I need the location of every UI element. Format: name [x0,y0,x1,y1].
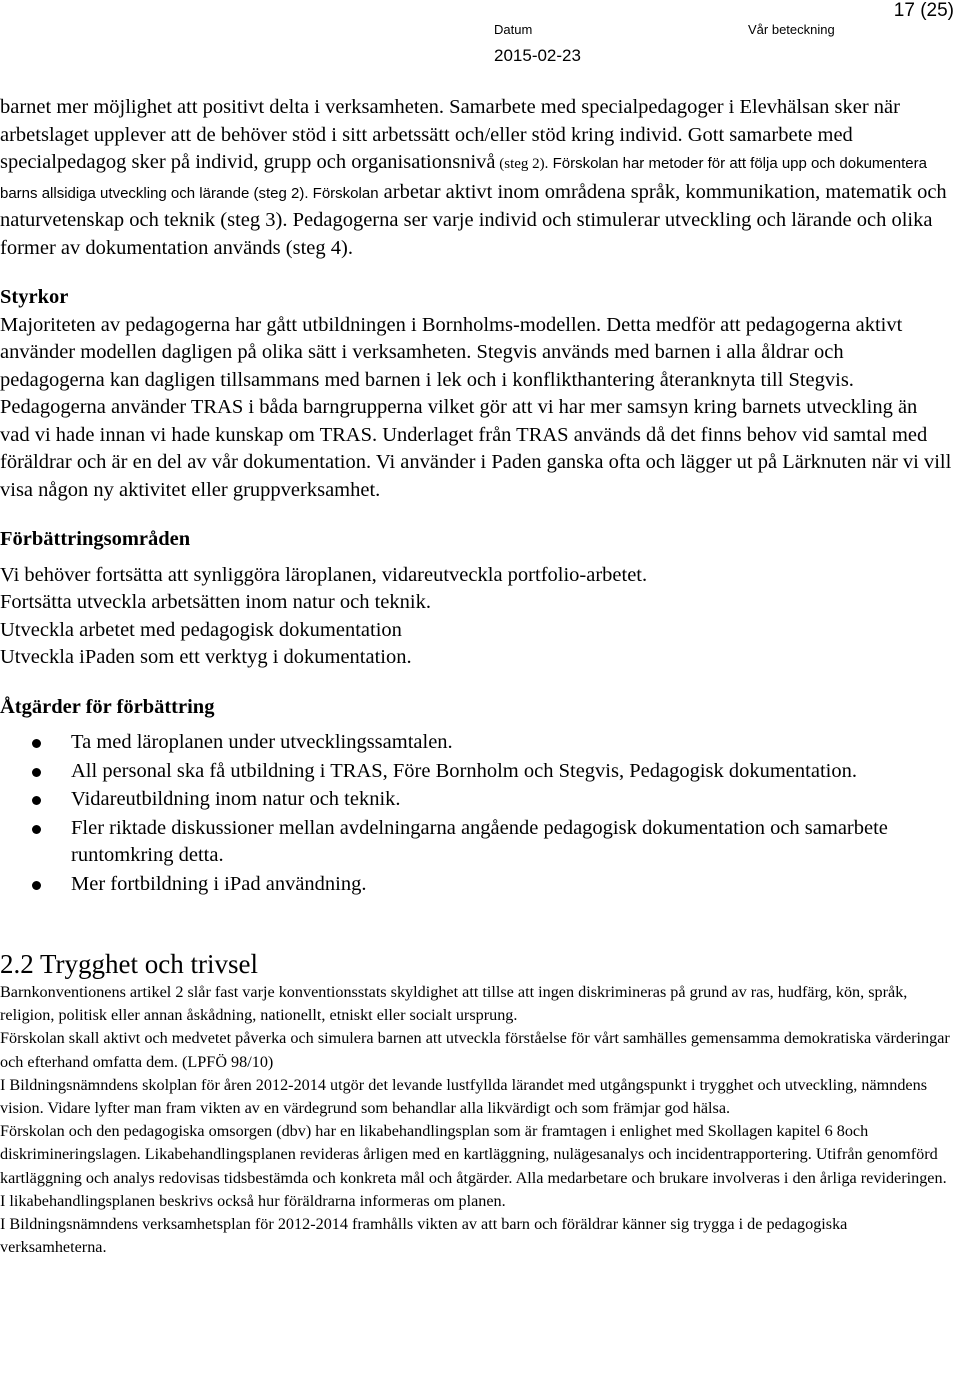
date-label: Datum [494,22,533,37]
action-text: Ta med läroplanen under utvecklingssamtalen. [71,731,453,753]
action-text: Mer fortbildning i iPad användning. [71,872,367,895]
actions-heading: Åtgärder för förbättring [0,695,215,718]
section-paragraph: Förskolan skall aktivt och medvetet påverka och simulera barnen att utveckla förståelse för vårt samhälles gemensamma demokratiska värderingar och efterhand omfatta dem. (LPFÖ 98/10) [0,1029,950,1071]
section-title: 2.2 Trygghet och trivsel [0,949,259,979]
page-number: 17 (25) [893,0,954,21]
bullet-icon [32,796,41,805]
bullet-icon [32,881,41,890]
improvement-areas-heading: Förbättringsområden [0,528,191,550]
intro-text-4: arbetar aktivt inom områdena språk, kommunikation, matematik och naturvetenskap och teknik (steg 3). Pedagogerna ser varje individ och stimulerar utveckling och lärande och olika former av dokumentation används (steg 4). [0,180,947,259]
list-item [0,815,952,870]
action-text: Fler riktade diskussioner mellan avdelningarna angående pedagogisk dokumentation och samarbete runtomkring detta. [71,816,888,866]
document-body [0,94,952,1259]
improvement-line: Utveckla arbetet med pedagogisk dokumentation [0,618,402,641]
action-text: Vidareutbildning inom natur och teknik. [71,788,401,810]
section-paragraph: Förskolan och den pedagogiska omsorgen (dbv) har en likabehandlingsplan som är framtagen i enlighet med Skollagen kapitel 6 8och diskrimineringslagen. Likabehandlingsplanen revideras årligen med en kartläggning, nulägesanalys och incidentrapportering. Utifrån genomförd kartläggning och analys redovisas tidsbestämda och konkreta mål och åtgärder. Alla medarbetare och brukare involveras i den årliga revideringen. I likabehandlingsplanen beskrivs också hur föräldrarna informeras om planen. [0,1122,947,1210]
list-item [0,758,952,786]
page-header [0,0,960,80]
intro-text-3: Förskolan har metoder för att följa upp och dokumentera barns allsidiga utveckling och lärande (steg 2). Förskolan [0,155,927,202]
strengths-paragraph: Majoriteten av pedagogerna har gått utbildningen i Bornholms-modellen. Detta medför att pedagogerna aktivt använder modellen dagligen på olika sätt i verksamheten. Stegvis används med barnen i alla åldrar och pedagogerna kan dagligen tillsammans med barnen i lek och i konflikthantering återanknyta till Stegvis. Pedagogerna använder TRAS i båda barngrupperna vilket gör att vi har mer samsyn kring barnets utveckling än vad vi hade innan vi hade kunskap om TRAS. Underlaget från TRAS används då det finns behov vid samtal med föräldrar och är en del av vår dokumentation. Vi använder i Paden ganska ofta och lägger ut på Lärknuten när vi vill visa någon ny aktivitet eller gruppverksamhet. [0,313,952,501]
section-paragraph: Barnkonventionens artikel 2 slår fast varje konventionsstats skyldighet att tillse att ingen diskrimineras på grund av ras, hudfärg, kön, språk, religion, politisk eller annan åskådning, nationellt, etniskt eller socialt ursprung. [0,983,908,1025]
section-paragraph: I Bildningsnämndens skolplan för åren 2012-2014 utgör det levande lustfyllda lärandet med utgångspunkt i trygghet och utveckling, nämndens vision. Vidare lyfter man fram vikten av en värdegrund som behandlar alla likvärdigt och som främjar god hälsa. [0,1075,927,1118]
bullet-icon [32,825,41,834]
date-value: 2015-02-23 [494,46,581,65]
list-item [0,786,952,814]
intro-text-2: (steg 2). [495,156,549,172]
reference-label: Vår beteckning [748,22,835,37]
improvement-line: Fortsätta utveckla arbetsätten inom natur och teknik. [0,591,431,613]
bullet-icon [32,768,41,777]
improvement-line: Utveckla iPaden som ett verktyg i dokumentation. [0,646,412,668]
intro-paragraph [0,94,952,262]
improvement-line: Vi behöver fortsätta att synliggöra läroplanen, vidareutveckla portfolio-arbetet. [0,563,648,586]
list-item [0,871,952,899]
section-paragraph: I Bildningsnämndens verksamhetsplan för 2012-2014 framhålls vikten av att barn och föräldrar känner sig trygga i de pedagogiska verksamheterna. [0,1215,848,1257]
bullet-icon [32,739,41,748]
list-item [0,729,952,757]
action-text: All personal ska få utbildning i TRAS, Före Bornholm och Stegvis, Pedagogisk dokumentation. [71,759,857,782]
actions-list [0,729,952,898]
intro-text-1: barnet mer möjlighet att positivt delta i verksamheten. Samarbete med specialpedagoger i Elevhälsan sker när arbetslaget upplever att de behöver stöd i sitt arbetssätt och/eller stöd kring individ. Gott samarbete med specialpedagog sker på individ, grupp och organisationsnivå [0,96,900,173]
strengths-heading: Styrkor [0,286,69,308]
